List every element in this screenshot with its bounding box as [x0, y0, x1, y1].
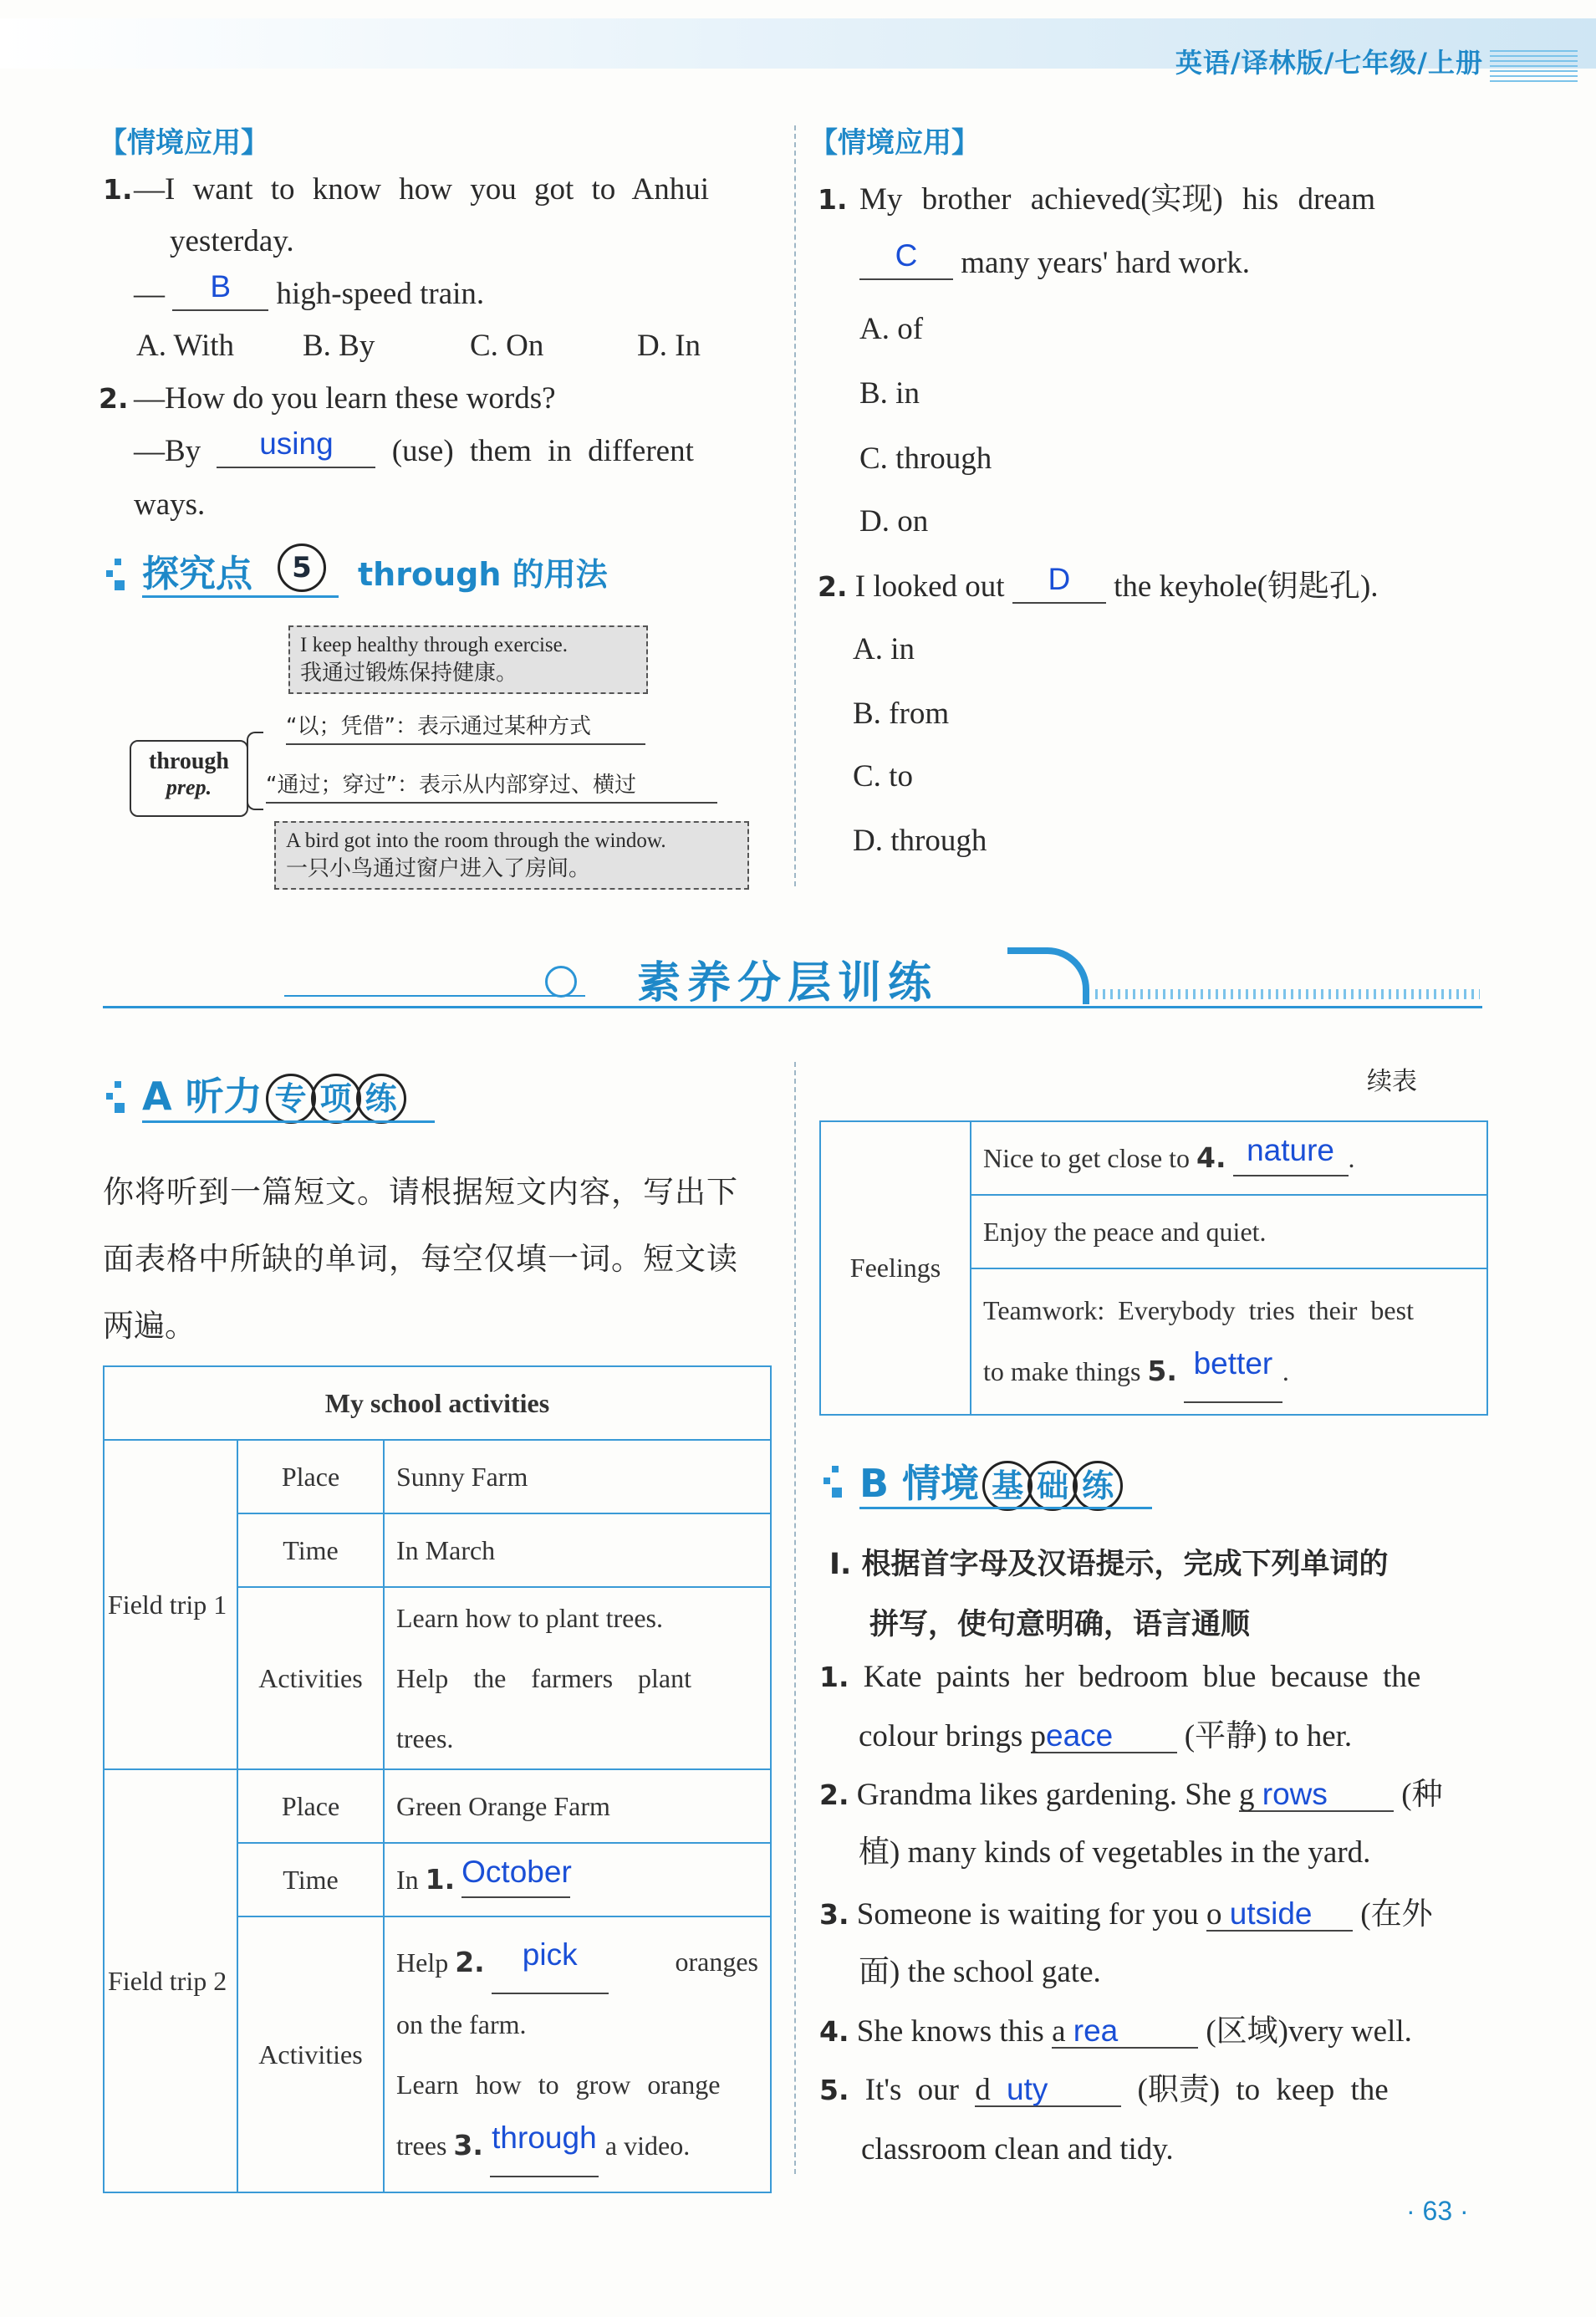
example1-en: I keep healthy through exercise.	[300, 634, 569, 656]
q1-number: 1.	[103, 173, 133, 206]
trip2-time-label: Time	[237, 1843, 384, 1916]
trip2-trees: trees	[396, 2131, 447, 2161]
meaning2: “通过；穿过”：表示从内部穿过、横过	[266, 768, 717, 804]
trip2-activities-label: Activities	[237, 1916, 384, 2192]
partB-heading-2: 拼写，使句意明确，语言通顺	[869, 1608, 1251, 1641]
blank4[interactable]	[1233, 1133, 1349, 1176]
b3-post: (在外	[1360, 1897, 1433, 1932]
partB-char2: 础	[1027, 1461, 1078, 1511]
trip1-act2a: Help the farmers plant	[396, 1663, 691, 1693]
example2-cn: 一只小鸟通过窗户进入了房间。	[286, 855, 591, 881]
q2-answer: using	[259, 426, 334, 461]
point-underline	[142, 595, 339, 598]
b3-blank[interactable]	[1206, 1898, 1353, 1932]
rq1-option-a: A. of	[859, 312, 924, 346]
b5-number: 5.	[819, 2074, 849, 2106]
feelings-table	[819, 1120, 1488, 1416]
rq1-line1: My brother achieved(实现) his dream	[859, 182, 1375, 217]
partB-underline	[859, 1507, 1152, 1509]
rq2-option-a: A. in	[853, 632, 915, 666]
rq2-answer: D	[1048, 562, 1071, 596]
b1-post: (平静) to her.	[1184, 1719, 1353, 1753]
rq2-blank[interactable]	[1012, 562, 1106, 604]
rq2-pre: I looked out	[854, 569, 1005, 604]
banner-dots	[1095, 989, 1480, 999]
trip2-help: Help	[396, 1947, 449, 1978]
example2-en: A bird got into the room through the window.	[286, 829, 666, 852]
q1-blank[interactable]	[172, 269, 268, 311]
b3-number: 3.	[819, 1898, 849, 1931]
banner-icon-left	[545, 966, 577, 998]
trip1-place-label: Place	[237, 1440, 384, 1513]
partA-char2: 项	[311, 1074, 361, 1124]
b3-letter: o	[1206, 1897, 1222, 1932]
b4-number: 4.	[819, 2015, 849, 2048]
b4-letter: a	[1052, 2014, 1066, 2049]
b1-letter: p	[1030, 1719, 1047, 1753]
trip2-label: Field trip 2	[104, 1769, 237, 2192]
partB-heading-1: Ⅰ. 根据首字母及汉语提示，完成下列单词的	[829, 1548, 1389, 1581]
banner-line-upper	[284, 995, 585, 997]
b5-line-b: classroom clean and tidy.	[861, 2132, 1174, 2166]
b2-letter: g	[1239, 1778, 1255, 1812]
b5-letter: d	[975, 2073, 991, 2107]
rq1-option-b: B. in	[859, 376, 920, 411]
blank5-answer: better	[1193, 1346, 1273, 1381]
b3-pre: Someone is waiting for you	[856, 1897, 1199, 1932]
q2-number: 2.	[99, 382, 129, 415]
word-pos: prep.	[166, 775, 212, 799]
q1-option-d: D. In	[637, 329, 701, 363]
q2-dash: —By	[134, 434, 201, 468]
q2-blank[interactable]	[217, 426, 375, 468]
b3-line-b: 面) the school gate.	[859, 1955, 1101, 1989]
b5-pre: It's our	[864, 2073, 959, 2107]
blank3[interactable]	[490, 2115, 599, 2177]
feelings-label: Feelings	[820, 1121, 971, 1415]
row1-post: .	[1348, 1143, 1355, 1173]
partB-title: 情境	[902, 1461, 980, 1506]
diagram-brace	[247, 732, 263, 810]
b5-answer: uty	[1007, 2072, 1048, 2106]
trip2-place: Green Orange Farm	[384, 1769, 771, 1843]
blank3-answer: through	[492, 2121, 597, 2155]
partB-letter: B	[859, 1461, 890, 1506]
right-section-label: 【情境应用】	[809, 126, 980, 160]
partA-instr-3: 两遍。	[103, 1308, 196, 1344]
partA-letter: A	[142, 1074, 172, 1119]
trip1-activities-label: Activities	[237, 1587, 384, 1769]
word-box	[130, 740, 248, 817]
banner-title: 素养分层训练	[637, 958, 939, 1008]
trip1-time: In March	[384, 1513, 771, 1587]
partB-char1: 基	[982, 1461, 1033, 1511]
rq1-answer: C	[895, 238, 918, 273]
blank3-number: 3.	[453, 2129, 483, 2161]
rq2-option-b: B. from	[853, 697, 950, 731]
word-through: through	[149, 748, 229, 774]
b1-blank[interactable]	[1031, 1720, 1177, 1753]
trip2-video: a video.	[604, 2131, 691, 2161]
header-title: 英语/译林版/七年级/上册	[1175, 47, 1483, 79]
b5-blank[interactable]	[975, 2074, 1121, 2107]
blank4-answer: nature	[1247, 1133, 1334, 1167]
q1-answer: B	[210, 269, 232, 304]
row2: Enjoy the peace and quiet.	[971, 1195, 1487, 1268]
b3-answer: utside	[1229, 1896, 1313, 1931]
blank2[interactable]	[492, 1932, 609, 1994]
rq2-number: 2.	[818, 570, 848, 603]
partA-char1: 专	[266, 1074, 316, 1124]
b1-answer: eace	[1046, 1718, 1114, 1753]
rq1-blank[interactable]	[859, 238, 953, 280]
blank5-number: 5.	[1147, 1355, 1177, 1387]
rq1-line2: many years' hard work.	[961, 246, 1250, 280]
b2-line-b: 植) many kinds of vegetables in the yard.	[859, 1835, 1371, 1870]
partA-char3: 练	[356, 1074, 406, 1124]
partA-instr-2: 面表格中所缺的单词，每空仅填一词。短文读	[103, 1241, 738, 1277]
b1-number: 1.	[819, 1661, 849, 1693]
rq2-post: the keyhole(钥匙孔).	[1114, 569, 1379, 604]
blank2-answer: pick	[522, 1937, 578, 1972]
q1-option-c: C. On	[470, 329, 544, 363]
q1-option-a: A. With	[136, 329, 235, 363]
banner-icon-right	[1007, 947, 1089, 1004]
trip2-farm: on the farm.	[396, 2009, 527, 2039]
b2-number: 2.	[819, 1779, 849, 1811]
trip1-label: Field trip 1	[104, 1440, 237, 1769]
rq1-number: 1.	[818, 183, 848, 216]
page-number: · 63 ·	[1406, 2196, 1469, 2226]
trip2-oranges: oranges	[675, 1947, 758, 1977]
table-title: My school activities	[104, 1366, 771, 1440]
q1-line1: —I want to know how you got to Anhui	[134, 172, 709, 207]
partB-char3: 练	[1073, 1461, 1123, 1511]
blank1[interactable]	[461, 1855, 572, 1898]
q1-option-b: B. By	[303, 329, 375, 363]
b2-answer: rows	[1262, 1777, 1328, 1811]
row3-post: .	[1282, 1356, 1289, 1386]
partA-underline	[142, 1120, 435, 1123]
blank4-number: 4.	[1196, 1141, 1226, 1174]
q1-dash: —	[134, 277, 165, 311]
b2-blank[interactable]	[1239, 1779, 1394, 1812]
q2-line2: (use) them in different	[391, 434, 694, 468]
partA-marker-icon	[106, 1081, 125, 1119]
point-marker-icon	[106, 559, 125, 596]
example1-cn: 我通过锻炼保持健康。	[300, 660, 518, 686]
q2-line1: —How do you learn these words?	[134, 381, 556, 416]
b2-post: (种	[1401, 1778, 1443, 1812]
point-number: 5	[278, 544, 326, 592]
column-divider-top	[794, 125, 796, 886]
q1-line3: high-speed train.	[276, 277, 485, 311]
trip1-act1: Learn how to plant trees.	[396, 1603, 663, 1633]
rq1-option-c: C. through	[859, 441, 992, 476]
b4-post: (区域)very well.	[1206, 2014, 1412, 2049]
b5-post: (职责) to keep the	[1137, 2073, 1389, 2107]
trip2-learn: Learn how to grow orange	[396, 2069, 721, 2100]
q1-line2: yesterday.	[170, 224, 294, 258]
partB-marker-icon	[823, 1466, 842, 1503]
trip1-time-label: Time	[237, 1513, 384, 1587]
rq1-option-d: D. on	[859, 504, 929, 538]
row3b-pre: to make things	[983, 1356, 1141, 1386]
activities-table	[103, 1365, 772, 2193]
rq2-option-c: C. to	[853, 759, 913, 794]
trip2-time-pre: In	[396, 1865, 419, 1895]
trip1-place: Sunny Farm	[384, 1440, 771, 1513]
row3a: Teamwork: Everybody tries their best	[983, 1295, 1414, 1325]
b2-pre: Grandma likes gardening. She	[856, 1778, 1231, 1812]
continued-label: 续表	[1367, 1067, 1417, 1096]
blank1-answer: October	[461, 1855, 572, 1889]
partA-instr-1: 你将听到一篇短文。请根据短文内容，写出下	[103, 1174, 738, 1210]
point-title: through 的用法	[358, 556, 608, 593]
trip1-act2b: trees.	[396, 1723, 454, 1753]
b1-pre: colour brings	[859, 1719, 1023, 1753]
blank5[interactable]	[1184, 1340, 1282, 1403]
header-decoration	[1490, 50, 1578, 82]
blank1-number: 1.	[425, 1863, 456, 1896]
q2-line3: ways.	[134, 487, 206, 522]
b4-answer: rea	[1073, 2013, 1119, 2048]
meaning1: “以；凭借”：表示通过某种方式	[286, 709, 645, 745]
left-section-label: 【情境应用】	[99, 126, 269, 160]
partA-title: 听力	[185, 1074, 263, 1119]
b4-pre: She knows this	[856, 2014, 1044, 2049]
b1-line-a: Kate paints her bedroom blue because the	[863, 1660, 1421, 1694]
example2-box	[274, 821, 749, 890]
blank2-number: 2.	[455, 1946, 485, 1978]
trip2-place-label: Place	[237, 1769, 384, 1843]
point-label: 探究点	[142, 553, 252, 595]
column-divider-bottom	[794, 1062, 796, 2174]
example1-box	[288, 625, 648, 694]
b4-blank[interactable]	[1052, 2015, 1198, 2049]
rq2-option-d: D. through	[853, 824, 987, 858]
row1-pre: Nice to get close to	[983, 1143, 1191, 1173]
